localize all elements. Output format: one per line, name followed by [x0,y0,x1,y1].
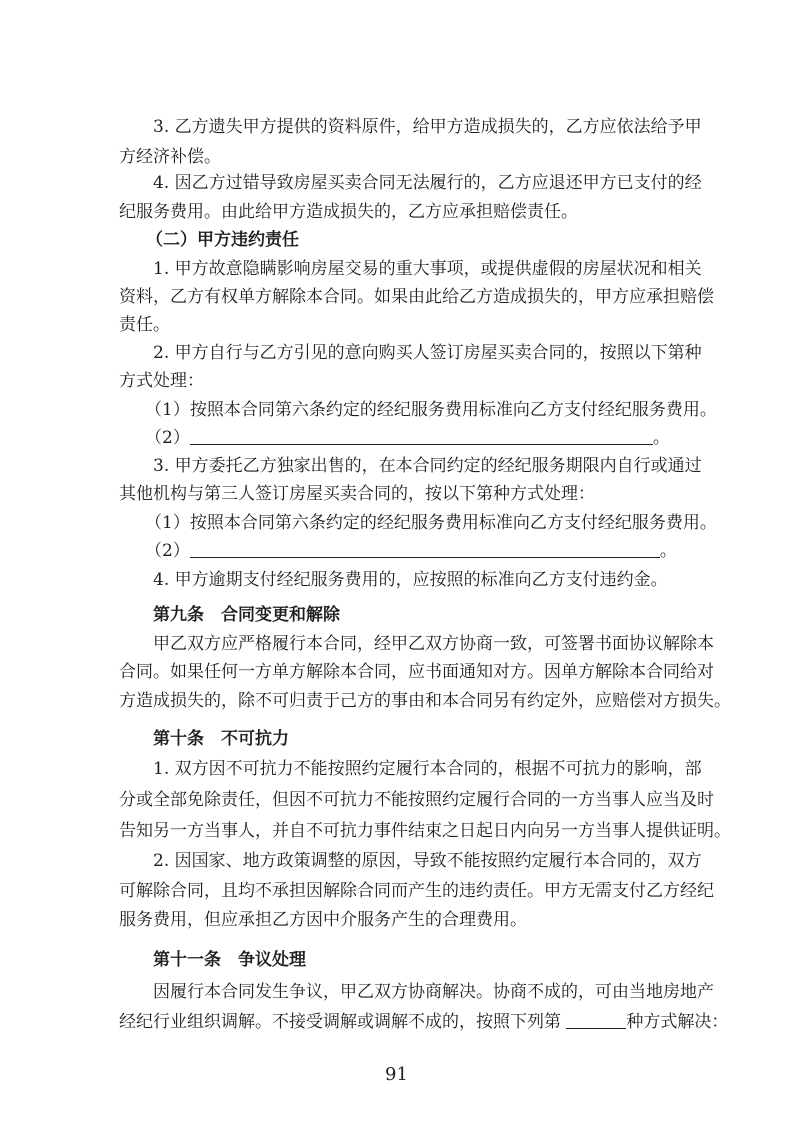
paragraph-line: 分或全部免除责任，但因不可抗力不能按照约定履行合同的一方当事人应当及时 [119,790,714,810]
fill-in-blank[interactable] [566,1012,626,1029]
paragraph-line: 4. 因乙方过错导致房屋买卖合同无法履行的，乙方应退还甲方已支付的经 [153,173,702,193]
paragraph-line: 4. 甲方逾期支付经纪服务费用的，应按照的标准向乙方支付违约金。 [153,570,668,590]
paragraph-line: 1. 甲方故意隐瞒影响房屋交易的重大事项，或提供虚假的房屋状况和相关 [153,259,702,279]
page-number: 91 [385,1064,408,1085]
option-label: （2） [145,428,190,448]
paragraph-text: 种方式解决： [626,1012,729,1032]
paragraph-line: 合同。如果任何一方单方解除本合同，应书面通知对方。因单方解除本合同给对 [119,662,714,682]
option-line [145,540,793,562]
paragraph-line: 告知另一方当事人，并自不可抗力事件结束之日起日内向另一方当事人提供证明。 [119,821,731,841]
article-heading: 第十条 不可抗力 [153,729,289,749]
paragraph-line: 方经济补偿。 [119,147,221,167]
paragraph-line: 2. 甲方自行与乙方引见的意向购买人签订房屋买卖合同的，按照以下第种 [153,343,702,363]
fill-in-blank[interactable] [190,428,653,445]
paragraph-line: 责任。 [119,315,170,335]
paragraph-line: 纪服务费用。由此给甲方造成损失的，乙方应承担赔偿责任。 [119,202,578,222]
article-heading: 第九条 合同变更和解除 [153,605,340,625]
paragraph-line: 其他机构与第三人签订房屋买卖合同的，按以下第种方式处理： [119,484,595,504]
option-end: 。 [652,428,670,448]
paragraph-line: 资料，乙方有权单方解除本合同。如果由此给乙方造成损失的，甲方应承担赔偿 [119,287,714,307]
paragraph-line: 3. 乙方遗失甲方提供的资料原件，给甲方造成损失的，乙方应依法给予甲 [153,117,702,137]
paragraph-line: 可解除合同，且均不承担因解除合同而产生的违约责任。甲方无需支付乙方经纪 [119,881,714,901]
paragraph-line: 1. 双方因不可抗力不能按照约定履行本合同的，根据不可抗力的影响，部 [153,759,702,779]
paragraph-text: 经纪行业组织调解。不接受调解或调解不成的，按照下列第 [119,1012,561,1032]
section-heading: （二）甲方违约责任 [146,230,299,250]
fill-in-blank[interactable] [190,541,660,558]
article-heading: 第十一条 争议处理 [153,950,306,970]
paragraph-line: 方式处理： [119,371,204,391]
option-line [145,427,793,449]
paragraph-line: 因履行本合同发生争议，甲乙双方协商解决。协商不成的，可由当地房地产 [153,982,714,1002]
paragraph-line: 方造成损失的，除不可归责于己方的事由和本合同另有约定外，应赔偿对方损失。 [119,691,731,711]
paragraph-line: 3. 甲方委托乙方独家出售的，在本合同约定的经纪服务期限内自行或通过 [153,456,702,476]
option-end: 。 [659,541,677,561]
paragraph-line: 服务费用，但应承担乙方因中介服务产生的合理费用。 [119,910,527,930]
paragraph-line [119,1011,793,1033]
option-label: （2） [145,541,190,561]
paragraph-line: 2. 因国家、地方政策调整的原因，导致不能按照约定履行本合同的，双方 [153,851,702,871]
option-line: （1）按照本合同第六条约定的经纪服务费用标准向乙方支付经纪服务费用。 [145,513,717,533]
option-line: （1）按照本合同第六条约定的经纪服务费用标准向乙方支付经纪服务费用。 [145,400,717,420]
paragraph-line: 甲乙双方应严格履行本合同，经甲乙双方协商一致，可签署书面协议解除本 [153,634,714,654]
